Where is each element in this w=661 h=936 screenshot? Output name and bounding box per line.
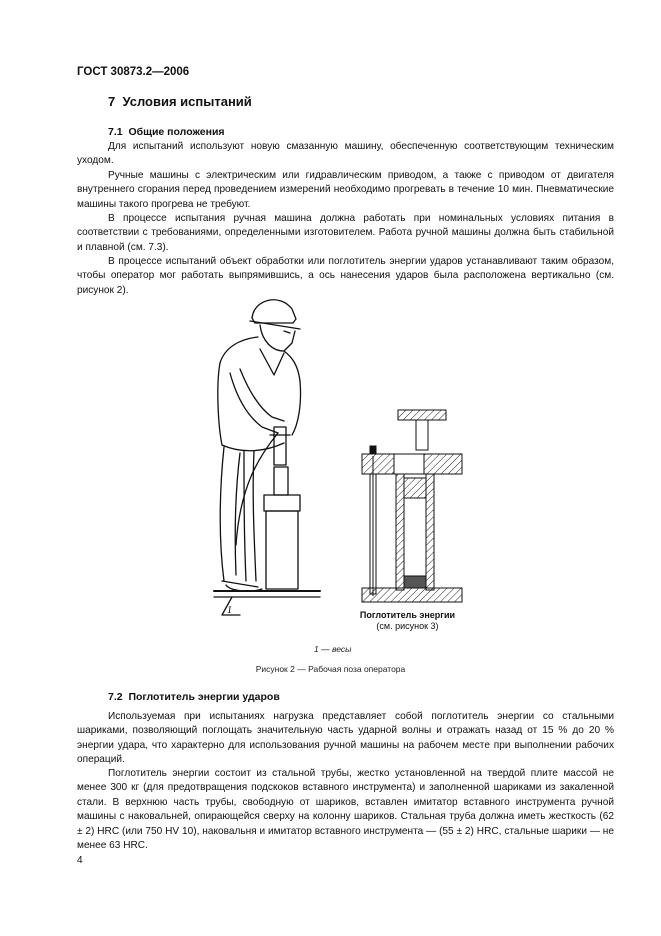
absorber-label: Поглотитель энергии — [359, 610, 456, 620]
page-number: 4 — [77, 855, 83, 866]
figure-legend: 1 — весы — [314, 644, 352, 654]
figure-marker: 1 — [227, 605, 232, 616]
subsection-title: Общие положения — [128, 126, 225, 138]
paragraph: В процессе испытаний объект обработки или поглотитель энергии ударов устанавливают таким образом, чтобы оператор мог работать выпрямившись, а ось нанесения ударов была расположена вертикально (см. рисунок 2). — [77, 256, 614, 296]
operator-figure — [200, 285, 330, 630]
absorber-section-figure — [354, 398, 469, 608]
section-heading — [108, 94, 252, 109]
helmet-outline — [252, 300, 296, 323]
paragraph: Ручные машины с электрическим или гидравлическим приводом, а также с приводом от двигателя внутреннего сгорания перед проведением измерений необходимо прогревать в течение 10 мин. Пневматические машины такого прогрева не требуют. — [77, 170, 614, 210]
subsection-number: 7.1 — [108, 126, 123, 138]
absorber-reference: (см. рисунок 3) — [376, 621, 439, 631]
paragraph: Используемая при испытаниях нагрузка представляет собой поглотитель энергии со стальными шариками, позволяющий поглощать значительную часть ударной волны и отражать назад от 15 % до 20 % энергии удара, что характерно для использования ручной машины на рабочем месте при выполнении рабочих операций. — [77, 711, 614, 766]
subsection-title: Поглотитель энергии ударов — [128, 691, 280, 703]
section-title: Условия испытаний — [122, 94, 252, 109]
subsection-number: 7.2 — [108, 691, 123, 703]
paragraph: Для испытаний используют новую смазанную машину, обеспеченную соответствующим техническим уходом. — [77, 141, 614, 167]
document-header: ГОСТ 30873.2—2006 — [77, 66, 190, 78]
figure-caption: Рисунок 2 — Рабочая поза оператора — [255, 664, 406, 674]
section-number: 7 — [108, 94, 116, 109]
paragraph: В процессе испытания ручная машина должна работать при номинальных условиях питания в соответствии с требованиями, определенными изготовителем. Работа ручной машины должна быть стабильной и плавной (см. 7.3). — [77, 213, 614, 253]
subsection-heading-7-2 — [108, 691, 280, 703]
paragraph: Поглотитель энергии состоит из стальной трубы, жестко установленной на твердой плите массой не менее 300 кг (для предотвращения подскоков вставного инструмента) и заполненной шариками из закаленной стали. В верхнюю часть трубы, свободную от шариков, вставлен имитатор вставного инструмента ручной машины с наковальней, опирающейся сверху на колонну шариков. Стальная труба должна иметь жесткость (62 ± 2) HRC (или 750 HV 10), наковальня и имитатор вставного инструмента — (55 ± 2) HRC, стальные шарики — не менее 63 HRC. — [77, 768, 614, 852]
subsection-heading-7-1 — [108, 126, 225, 138]
